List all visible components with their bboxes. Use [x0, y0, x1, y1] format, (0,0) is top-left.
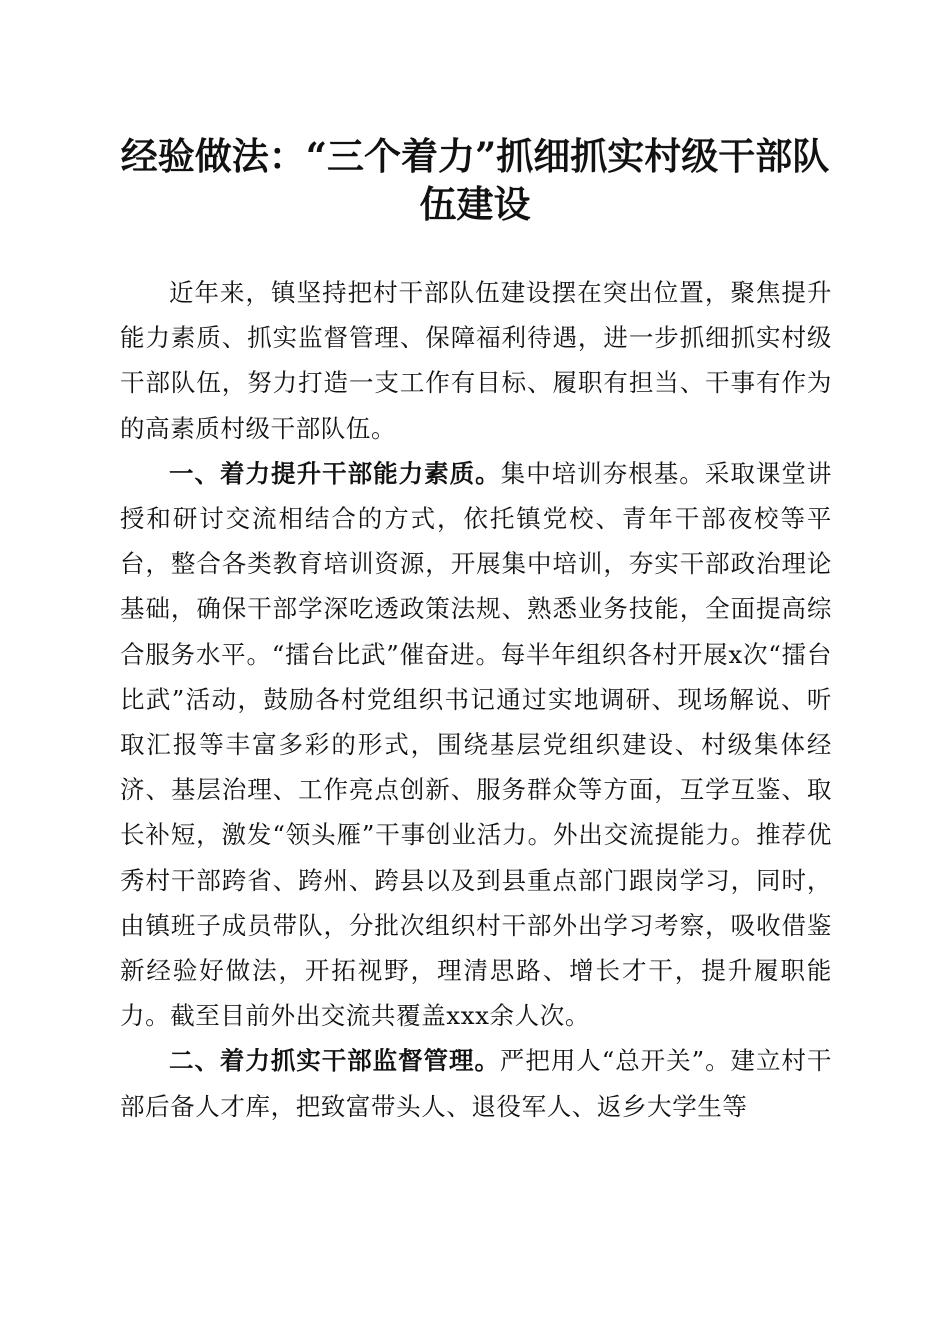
- paragraph-text: 严把用人“总开关”。建立村干部后备人才库，把致富带头人、退役军人、返乡大学生等: [120, 1046, 832, 1121]
- section-one-paragraph: [120, 451, 832, 1039]
- section-heading: 二、着力抓实干部监督管理。: [169, 1046, 500, 1076]
- document-body: [120, 270, 832, 1129]
- paragraph-text: 近年来，镇坚持把村干部队伍建设摆在突出位置，聚焦提升能力素质、抓实监督管理、保障福利待遇，进一步抓细抓实村级干部队伍，努力打造一支工作有目标、履职有担当、干事有作为的高素质村级干部队伍。: [120, 278, 832, 443]
- paragraph-text: 集中培训夯根基。采取课堂讲授和研讨交流相结合的方式，依托镇党校、青年干部夜校等平台，整合各类教育培训资源，开展集中培训，夯实干部政治理论基础，确保干部学深吃透政策法规、熟悉业务技能，全面提高综合服务水平。“擂台比武”催奋进。每半年组织各村开展x次“擂台比武”活动，鼓励各村党组织书记通过实地调研、现场解说、听取汇报等丰富多彩的形式，围绕基层党组织建设、村级集体经济、基层治理、工作亮点创新、服务群众等方面，互学互鉴、取长补短，激发“领头雁”干事创业活力。外出交流提能力。推荐优秀村干部跨省、跨州、跨县以及到县重点部门跟岗学习，同时，由镇班子成员带队，分批次组织村干部外出学习考察，吸收借鉴新经验好做法，开拓视野，理清思路、增长才干，提升履职能力。截至目前外出交流共覆盖xxx余人次。: [120, 458, 832, 1031]
- section-two-paragraph: [120, 1038, 832, 1128]
- section-heading: 一、着力提升干部能力素质。: [169, 458, 501, 488]
- intro-paragraph: [120, 270, 832, 451]
- document-title: 经验做法：“三个着力”抓细抓实村级干部队伍建设: [120, 134, 830, 226]
